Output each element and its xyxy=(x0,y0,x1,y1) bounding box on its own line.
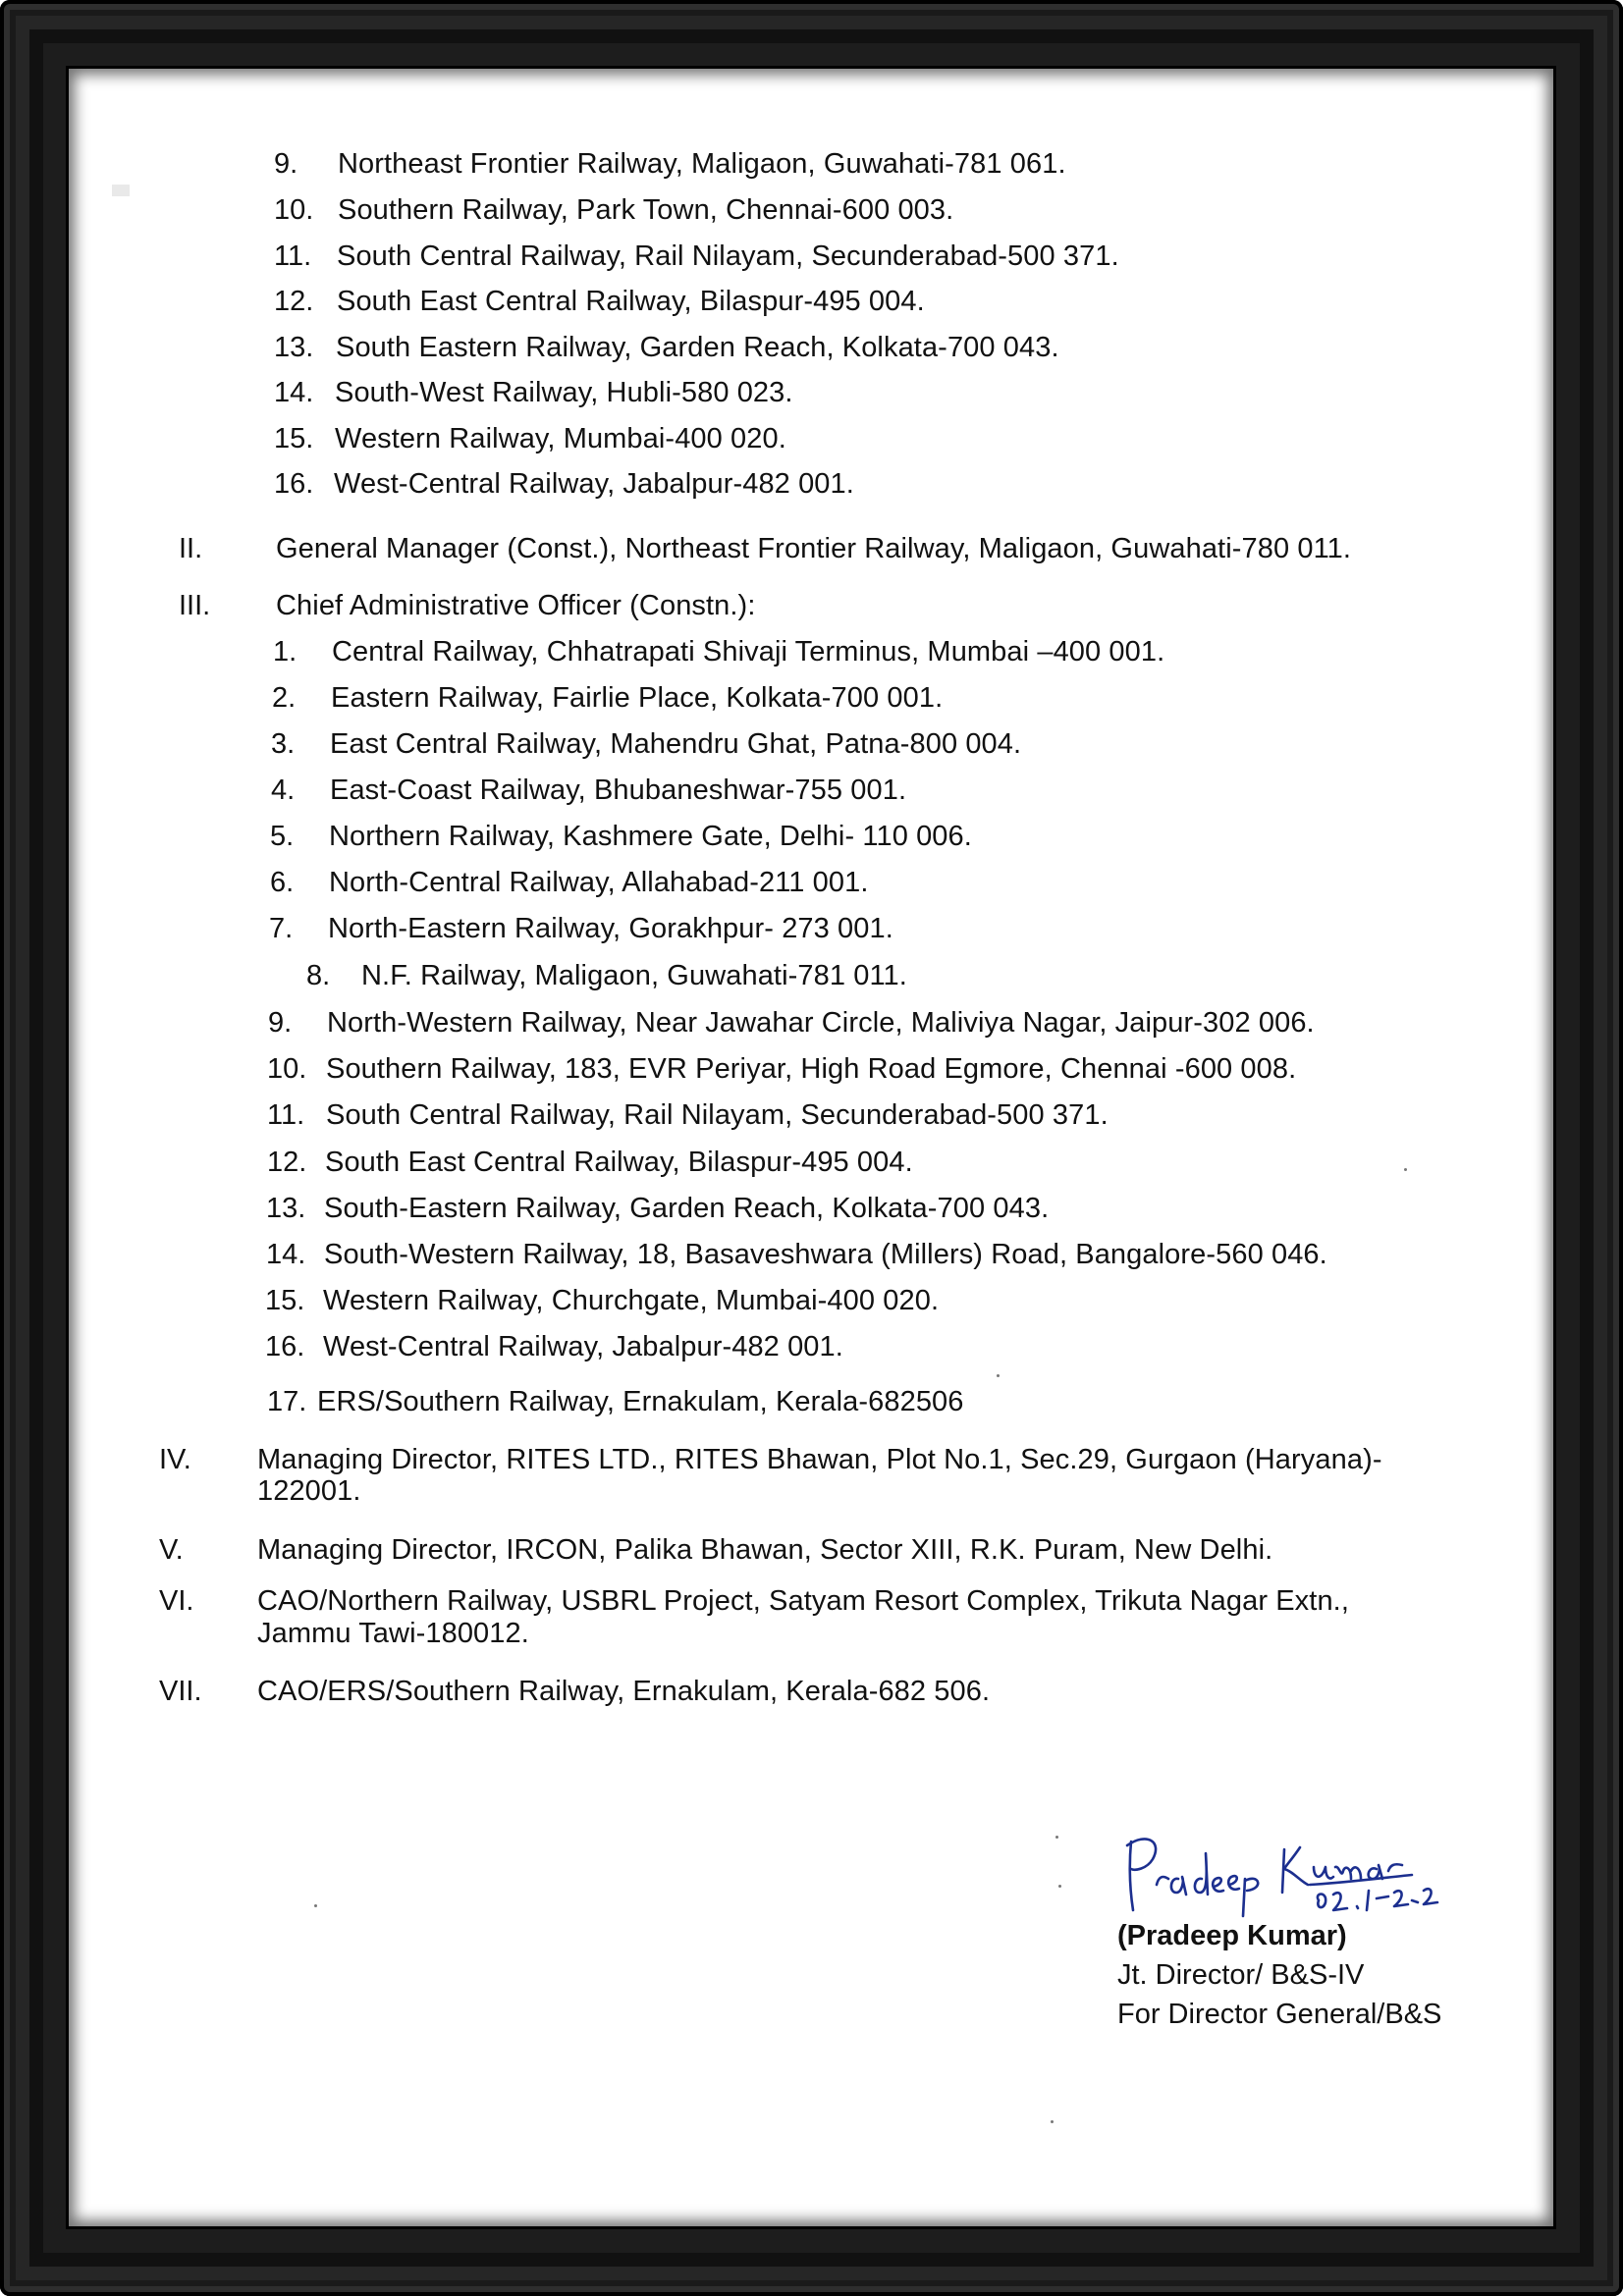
list-b-item-text: East Central Railway, Mahendru Ghat, Patna-800 004. xyxy=(330,728,1022,760)
list-a-item-text: South Central Railway, Rail Nilayam, Secunderabad-500 371. xyxy=(337,240,1119,272)
list-a-item-text: South Eastern Railway, Garden Reach, Kolkata-700 043. xyxy=(336,332,1059,363)
list-b-item-number: 2. xyxy=(272,682,297,714)
section-vi-number: VI. xyxy=(159,1585,194,1617)
list-a-item-number: 12. xyxy=(274,286,314,317)
section-ii-text: General Manager (Const.), Northeast Frontier Railway, Maligaon, Guwahati-780 011. xyxy=(276,533,1352,564)
list-b-item-text: ERS/Southern Railway, Ernakulam, Kerala-682506 xyxy=(317,1386,964,1417)
scan-speck xyxy=(997,1374,1000,1377)
list-b-item-text: West-Central Railway, Jabalpur-482 001. xyxy=(323,1331,843,1362)
section-vii-number: VII. xyxy=(159,1676,202,1707)
list-b-item-text: Central Railway, Chhatrapati Shivaji Terminus, Mumbai –400 001. xyxy=(332,636,1165,667)
handwritten-signature xyxy=(1117,1824,1441,1922)
section-iv-text-cont: 122001. xyxy=(257,1475,361,1507)
list-b-item-text: Western Railway, Churchgate, Mumbai-400 020. xyxy=(323,1285,940,1316)
scan-speck xyxy=(314,1904,317,1907)
scan-speck xyxy=(1058,1885,1061,1888)
list-a-item-number: 10. xyxy=(274,194,314,226)
section-iv-number: IV. xyxy=(159,1444,191,1475)
section-vii-text: CAO/ERS/Southern Railway, Ernakulam, Kerala-682 506. xyxy=(257,1676,991,1707)
list-b-item-text: Eastern Railway, Fairlie Place, Kolkata-700 001. xyxy=(331,682,944,714)
scan-speck xyxy=(1055,1836,1058,1839)
section-iii-number: III. xyxy=(179,590,211,621)
list-b-item-text: East-Coast Railway, Bhubaneshwar-755 001. xyxy=(330,774,907,806)
list-b-item-number: 1. xyxy=(273,636,298,667)
section-v-text: Managing Director, IRCON, Palika Bhawan, Sector XIII, R.K. Puram, New Delhi. xyxy=(257,1534,1273,1566)
list-b-item-text: North-Central Railway, Allahabad-211 001. xyxy=(329,867,869,898)
list-b-item-number: 5. xyxy=(270,821,295,852)
list-b-item-number: 17. xyxy=(267,1386,307,1417)
section-v-number: V. xyxy=(159,1534,184,1566)
list-b-item-number: 12. xyxy=(267,1147,307,1178)
list-a-item-text: Western Railway, Mumbai-400 020. xyxy=(335,423,786,454)
list-a-item-text: South East Central Railway, Bilaspur-495 004. xyxy=(337,286,925,317)
list-a-item-number: 14. xyxy=(274,377,314,408)
section-ii-number: II. xyxy=(179,533,203,564)
section-iii-text: Chief Administrative Officer (Constn.): xyxy=(276,590,756,621)
list-b-item-number: 11. xyxy=(267,1099,305,1131)
scan-mark xyxy=(112,185,130,196)
list-a-item-number: 13. xyxy=(274,332,314,363)
list-b-item-number: 9. xyxy=(268,1007,293,1039)
list-b-item-number: 7. xyxy=(269,913,294,944)
list-b-item-number: 16. xyxy=(265,1331,305,1362)
list-b-item-number: 8. xyxy=(306,960,331,991)
list-a-item-text: Northeast Frontier Railway, Maligaon, Guwahati-781 061. xyxy=(338,148,1066,180)
list-b-item-number: 13. xyxy=(266,1193,306,1224)
list-b-item-text: Northern Railway, Kashmere Gate, Delhi- 110 006. xyxy=(329,821,972,852)
signature-block xyxy=(1109,1826,1502,2120)
list-a-item-text: South-West Railway, Hubli-580 023. xyxy=(335,377,793,408)
signatory-designation: Jt. Director/ B&S-IV xyxy=(1117,1959,1365,1991)
scan-speck xyxy=(1051,2120,1054,2123)
list-b-item-text: South Central Railway, Rail Nilayam, Secunderabad-500 371. xyxy=(326,1099,1109,1131)
list-b-item-text: South-Eastern Railway, Garden Reach, Kolkata-700 043. xyxy=(324,1193,1050,1224)
list-b-item-text: North-Western Railway, Near Jawahar Circle, Maliviya Nagar, Jaipur-302 006. xyxy=(327,1007,1315,1039)
list-b-item-number: 4. xyxy=(271,774,296,806)
list-b-item-number: 3. xyxy=(271,728,296,760)
list-b-item-text: Southern Railway, 183, EVR Periyar, High Road Egmore, Chennai -600 008. xyxy=(326,1053,1297,1085)
list-a-item-number: 15. xyxy=(274,423,314,454)
list-a-item-text: West-Central Railway, Jabalpur-482 001. xyxy=(334,468,854,500)
list-a-item-text: Southern Railway, Park Town, Chennai-600 003. xyxy=(338,194,954,226)
document-page xyxy=(69,69,1553,2226)
list-b-item-number: 6. xyxy=(270,867,295,898)
section-vi-text-cont: Jammu Tawi-180012. xyxy=(257,1618,529,1649)
section-iv-text: Managing Director, RITES LTD., RITES Bhawan, Plot No.1, Sec.29, Gurgaon (Haryana)- xyxy=(257,1444,1382,1475)
section-vi-text: CAO/Northern Railway, USBRL Project, Satyam Resort Complex, Trikuta Nagar Extn., xyxy=(257,1585,1349,1617)
list-b-item-number: 10. xyxy=(267,1053,307,1085)
list-b-item-number: 15. xyxy=(265,1285,305,1316)
list-b-item-text: South East Central Railway, Bilaspur-495 004. xyxy=(325,1147,913,1178)
list-a-item-number: 9. xyxy=(274,148,298,180)
list-b-item-text: N.F. Railway, Maligaon, Guwahati-781 011. xyxy=(361,960,907,991)
signatory-for-line: For Director General/B&S xyxy=(1117,1999,1442,2030)
list-b-item-number: 14. xyxy=(266,1239,306,1270)
scan-speck xyxy=(1404,1168,1407,1171)
list-b-item-text: North-Eastern Railway, Gorakhpur- 273 001. xyxy=(328,913,893,944)
signatory-name: (Pradeep Kumar) xyxy=(1117,1920,1347,1951)
list-b-item-text: South-Western Railway, 18, Basaveshwara (Millers) Road, Bangalore-560 046. xyxy=(324,1239,1327,1270)
list-a-item-number: 11. xyxy=(274,240,312,272)
list-a-item-number: 16. xyxy=(274,468,314,500)
